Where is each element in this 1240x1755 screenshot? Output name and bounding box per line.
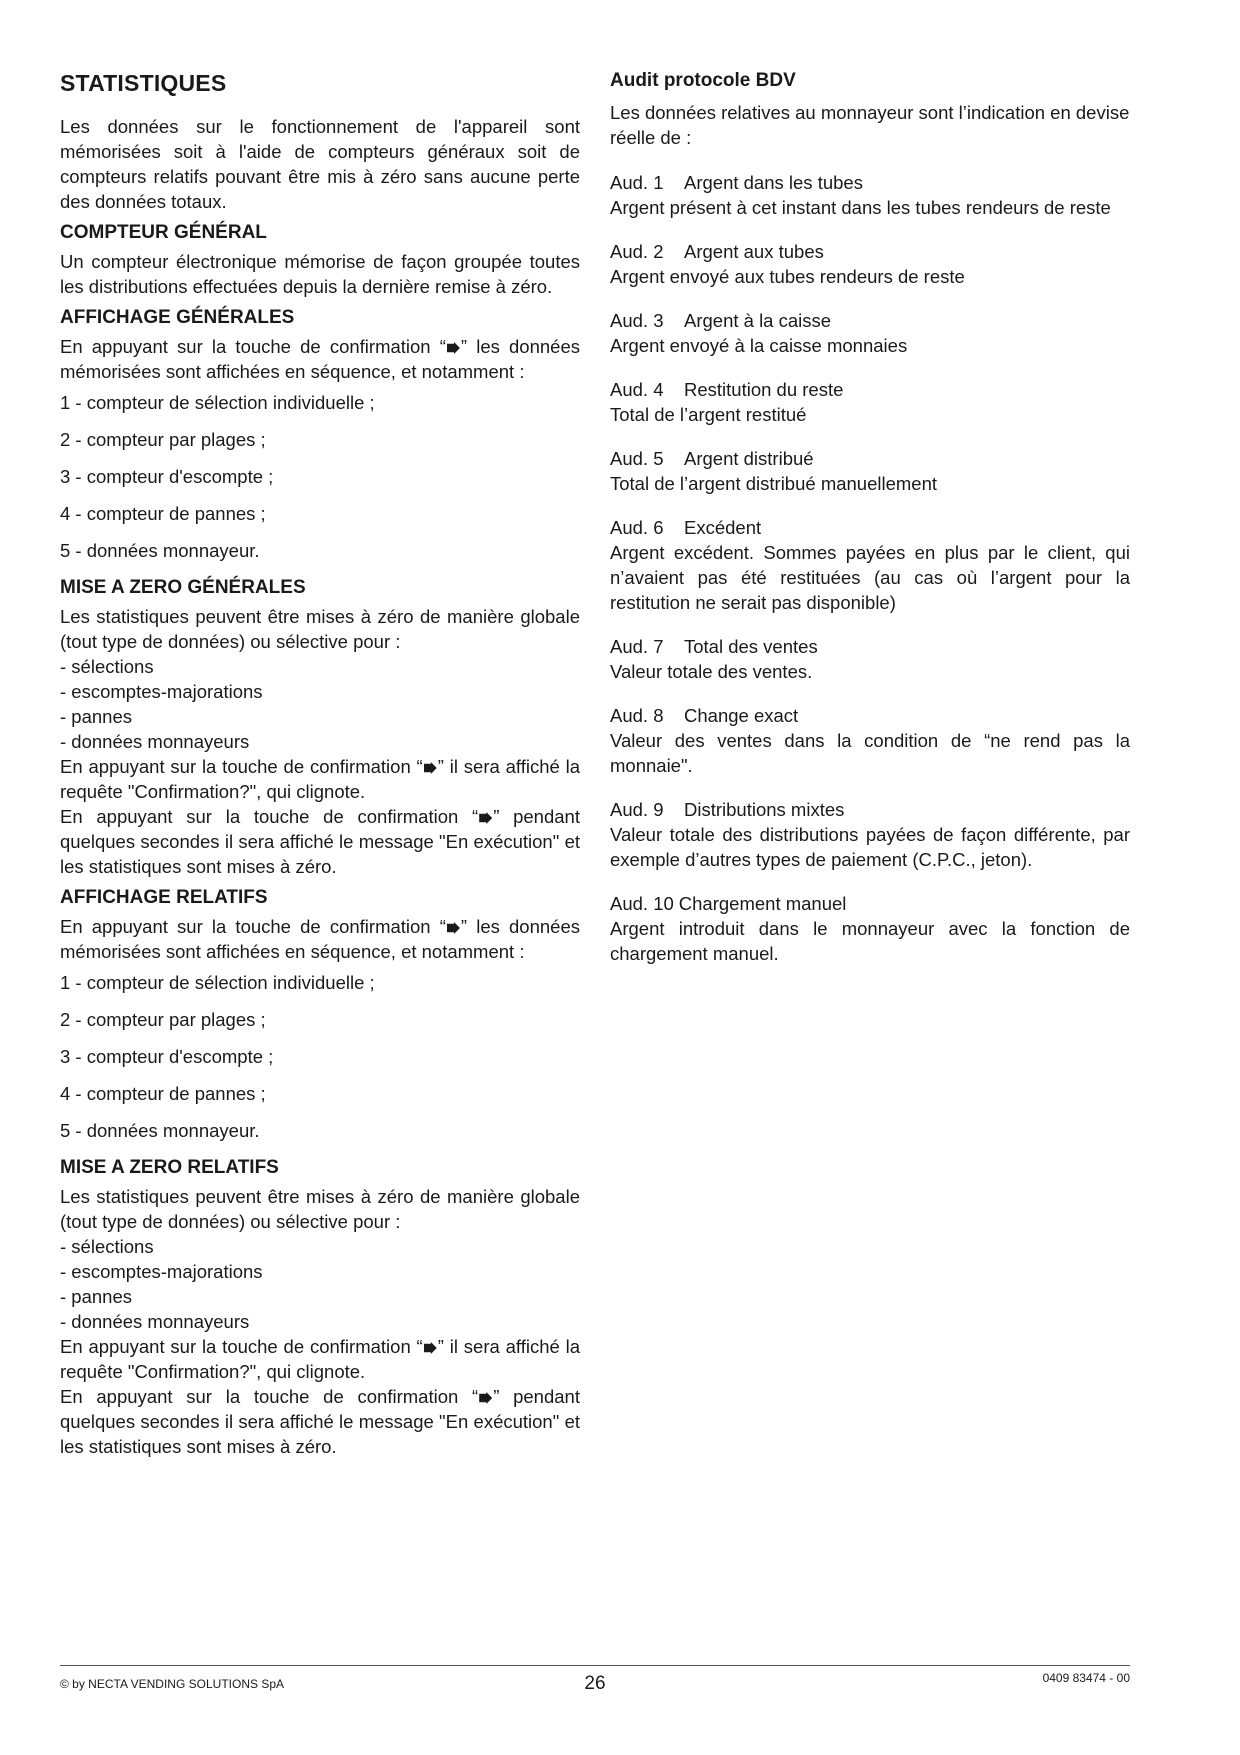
audit-desc: Argent envoyé à la caisse monnaies <box>610 335 908 356</box>
affichage-relatifs-list <box>60 970 580 1143</box>
right-column <box>610 68 1130 985</box>
footer-copyright: © by NECTA VENDING SOLUTIONS SpA <box>60 1677 285 1691</box>
list-item: 1 - compteur de sélection individuelle ; <box>60 392 375 413</box>
audit-label: Argent à la caisse <box>684 310 832 331</box>
audit-desc: Valeur totale des ventes. <box>610 661 813 682</box>
audit-item-head <box>610 515 1130 540</box>
audit-label: Argent distribué <box>684 448 814 469</box>
audit-desc: Argent envoyé aux tubes rendeurs de reste <box>610 266 965 287</box>
list-item: - sélections <box>60 656 154 677</box>
list-item: 5 - données monnayeur. <box>60 1120 260 1141</box>
audit-item <box>610 891 1130 966</box>
audit-code: Aud. 3 <box>610 310 664 331</box>
audit-item-head <box>610 446 1130 471</box>
list-item: - escomptes-majorations <box>60 681 263 702</box>
confirm-key-icon <box>447 342 460 354</box>
confirm-request-text <box>60 754 580 804</box>
audit-intro: Les données relatives au monnayeur sont l’indication en devise réelle de : <box>610 102 1130 148</box>
list-item: 3 - compteur d'escompte ; <box>60 1046 274 1067</box>
audit-title: Audit protocole BDV <box>610 70 796 91</box>
text-fragment: ” il sera affiché la requête "Confirmation?", qui clignote. <box>60 1336 581 1382</box>
list-item: - sélections <box>60 1236 154 1257</box>
audit-label: Chargement manuel <box>678 893 847 914</box>
text-fragment: En appuyant sur la touche de confirmation “ <box>60 806 479 827</box>
mise-zero-generales-text: Les statistiques peuvent être mises à zéro de manière globale (tout type de données) ou sélective pour : <box>60 606 580 652</box>
audit-desc: Total de l’argent distribué manuellement <box>610 473 938 494</box>
confirm-key-icon <box>479 1392 492 1404</box>
heading-affichage-relatifs: AFFICHAGE RELATIFS <box>60 887 268 908</box>
text-fragment: En appuyant sur la touche de confirmation “ <box>60 1336 423 1357</box>
text-fragment: ” il sera affiché la requête "Confirmation?", qui clignote. <box>60 756 581 802</box>
audit-item-head <box>610 308 1130 333</box>
audit-label: Excédent <box>684 517 762 538</box>
list-item: 2 - compteur par plages ; <box>60 429 266 450</box>
audit-item <box>610 377 1130 427</box>
text-fragment: En appuyant sur la touche de confirmation “ <box>60 916 446 937</box>
intro-paragraph: Les données sur le fonctionnement de l'appareil sont mémorisées soit à l'aide de compteurs généraux soit de compteurs relatifs pouvant être mis à zéro sans aucune perte des données totaux. <box>60 116 580 212</box>
heading-mise-zero-generales: MISE A ZERO GÉNÉRALES <box>60 577 306 598</box>
text-fragment: ” pendant quelques secondes il sera affiché le message "En exécution" et les statistiques sont mises à zéro. <box>60 806 580 877</box>
audit-code: Aud. 8 <box>610 705 664 726</box>
text-fragment: En appuyant sur la touche de confirmation “ <box>60 756 423 777</box>
audit-desc: Total de l’argent restitué <box>610 404 807 425</box>
audit-label: Total des ventes <box>684 636 818 657</box>
audit-desc: Argent présent à cet instant dans les tubes rendeurs de reste <box>610 197 1111 218</box>
audit-label: Restitution du reste <box>684 379 844 400</box>
audit-item <box>610 797 1130 872</box>
audit-code: Aud. 1 <box>610 172 664 193</box>
text-fragment: ” pendant quelques secondes il sera affiché le message "En exécution" et les statistiques sont mises à zéro. <box>60 1386 580 1457</box>
audit-item-head <box>610 377 1130 402</box>
audit-label: Argent aux tubes <box>684 241 824 262</box>
list-item: 5 - données monnayeur. <box>60 540 260 561</box>
list-item: - escomptes-majorations <box>60 1261 263 1282</box>
affichage-relatifs-text <box>60 914 580 964</box>
confirm-key-icon <box>424 762 437 774</box>
footer-divider <box>60 1665 1130 1666</box>
audit-desc: Argent excédent. Sommes payées en plus par le client, qui n’avaient pas été restituées (au cas où l’argent pour la restitution ne serait pas disponible) <box>610 542 1130 613</box>
audit-label: Argent dans les tubes <box>684 172 863 193</box>
audit-item <box>610 446 1130 496</box>
audit-desc: Valeur des ventes dans la condition de “ne rend pas la monnaie". <box>610 730 1130 776</box>
heading-compteur-general: COMPTEUR GÉNÉRAL <box>60 222 267 243</box>
page-title: STATISTIQUES <box>60 70 227 96</box>
audit-code: Aud. 6 <box>610 517 664 538</box>
list-item: - données monnayeurs <box>60 1311 250 1332</box>
document-code: 0409 83474 - 00 <box>1042 1671 1130 1685</box>
audit-desc: Argent introduit dans le monnayeur avec la fonction de chargement manuel. <box>610 918 1130 964</box>
heading-mise-zero-relatifs: MISE A ZERO RELATIFS <box>60 1157 279 1178</box>
audit-item-head <box>610 634 1130 659</box>
audit-item <box>610 634 1130 684</box>
list-item: - pannes <box>60 706 132 727</box>
audit-item <box>610 515 1130 615</box>
audit-item <box>610 170 1130 220</box>
confirm-key-icon <box>424 1342 437 1354</box>
page-number: 26 <box>584 1673 606 1694</box>
audit-item-head <box>610 703 1130 728</box>
affichage-generales-text <box>60 334 580 384</box>
left-column <box>60 68 580 1463</box>
audit-label: Change exact <box>684 705 799 726</box>
heading-affichage-generales: AFFICHAGE GÉNÉRALES <box>60 307 295 328</box>
list-item: - données monnayeurs <box>60 731 250 752</box>
confirm-execute-text <box>60 1384 580 1459</box>
confirm-key-icon <box>479 812 492 824</box>
audit-item <box>610 239 1130 289</box>
text-fragment: ” les données mémorisées sont affichées en séquence, et notamment : <box>60 336 580 382</box>
audit-code: Aud. 10 <box>610 893 674 914</box>
compteur-general-text: Un compteur électronique mémorise de façon groupée toutes les distributions effectuées depuis la dernière remise à zéro. <box>60 251 580 297</box>
list-item: 2 - compteur par plages ; <box>60 1009 266 1030</box>
mise-zero-relatifs-list <box>60 1234 580 1334</box>
list-item: 3 - compteur d'escompte ; <box>60 466 274 487</box>
audit-item <box>610 308 1130 358</box>
audit-label: Distributions mixtes <box>684 799 845 820</box>
audit-code: Aud. 9 <box>610 799 664 820</box>
audit-item-head <box>610 891 1130 916</box>
text-fragment: En appuyant sur la touche de confirmation “ <box>60 336 446 357</box>
audit-desc: Valeur totale des distributions payées de façon différente, par exemple d’autres types de paiement (C.P.C., jeton). <box>610 824 1130 870</box>
list-item: 4 - compteur de pannes ; <box>60 503 266 524</box>
audit-code: Aud. 2 <box>610 241 664 262</box>
audit-item-head <box>610 170 1130 195</box>
audit-item <box>610 703 1130 778</box>
confirm-execute-text <box>60 804 580 879</box>
audit-code: Aud. 5 <box>610 448 664 469</box>
mise-zero-generales-list <box>60 654 580 754</box>
confirm-request-text <box>60 1334 580 1384</box>
audit-item-head <box>610 797 1130 822</box>
mise-zero-relatifs-text: Les statistiques peuvent être mises à zéro de manière globale (tout type de données) ou sélective pour : <box>60 1186 580 1232</box>
confirm-key-icon <box>447 922 460 934</box>
audit-code: Aud. 4 <box>610 379 664 400</box>
audit-code: Aud. 7 <box>610 636 664 657</box>
list-item: - pannes <box>60 1286 132 1307</box>
list-item: 4 - compteur de pannes ; <box>60 1083 266 1104</box>
audit-item-head <box>610 239 1130 264</box>
affichage-generales-list <box>60 390 580 563</box>
list-item: 1 - compteur de sélection individuelle ; <box>60 972 375 993</box>
text-fragment: En appuyant sur la touche de confirmation “ <box>60 1386 479 1407</box>
text-fragment: ” les données mémorisées sont affichées en séquence, et notamment : <box>60 916 580 962</box>
